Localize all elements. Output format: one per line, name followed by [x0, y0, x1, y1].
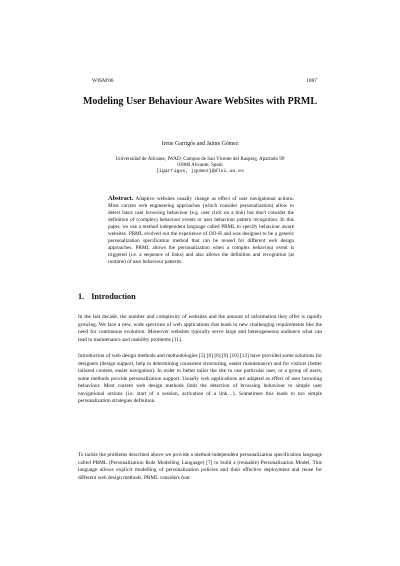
section-heading: [78, 292, 136, 301]
author-email: {igarrigos, jgomez}@dlsi.ua.es: [155, 168, 245, 174]
paragraph-text: Introduction of web design methods and methodologies [5] [6] [8] [9] [10] [12] have provided some solutions for designers (design support, help in determining consistent structuring, easier maintenance) and for visitors (better tailored content, easier navigation). In order to better tailor the site to one particular user, or a group of users, some methods provide personalization support. Usually web applications are adapted as effect of user browsing behaviour. Most current web design methods limit the detection of browsing behaviour to simple user navigational actions (i.e. start of a session, activation of a link…). Sometimes this leads to too simple personalization strategies definition.: [78, 353, 322, 405]
abstract: [108, 195, 294, 266]
paper-authors: Irene Garrigós and Jaime Gómez: [161, 141, 239, 147]
paper-title: Modeling User Behaviour Aware WebSites with PRML: [82, 96, 318, 107]
abstract-label: Abstract.: [108, 195, 134, 202]
body-paragraph-1: [78, 314, 322, 344]
section-number: 1.: [78, 292, 85, 301]
running-header-venue: WISM'06: [92, 78, 114, 84]
body-paragraph-3: [78, 452, 322, 482]
body-paragraph-2: [78, 353, 322, 406]
affiliation-line-2: 03080 Alicante, Spain: [177, 162, 223, 169]
paragraph-text: In the last decade, the number and complexity of websites and the amount of information they offer is rapidly growing. We face a new, wide spectrum of web applications that leads to new challenging requirements like the need for continuous evolution. Moreover websites typically serve large and heterogeneous audience what can lead to maintenance and usability problems [11].: [78, 314, 322, 343]
author-affiliation: [80, 156, 320, 175]
affiliation-line-1: Universidad de Alicante, IWAD, Campus de San Vicente del Raspeig, Apartado 99: [115, 156, 285, 162]
paragraph-text: To tackle the problems described above we provide a method-independent personalization specification language called PRML (Personalization Rule Modelling Language) [7] to build a (reusable) Personalization Model. This language allows explicit modelling of personalization policies and their effective deployment and reuse for different web design methods. PRML considers four: [78, 452, 322, 481]
abstract-text: Adaptive websites usually change as effect of user navigational actions. Most current web engineering approaches (which consider personalization) allow to detect basic user browsing behaviour (e.g. user click on a link) but don't consider the definition of (complex) behaviour events or user behaviour pattern recognition. In this paper, we use a method independent language called PRML to specify behaviour aware websites. PRML evolved out the experience of OO-H and was designed to be a generic personalization specification method that can be reused for different web design approaches. PRML allows the personalization when a complex behaviour event is triggered (i.e. a sequence of links) and also allows the definition and recognition (at runtime) of user behaviour patterns.: [108, 196, 294, 266]
section-title: Introduction: [91, 292, 136, 301]
running-header-page-number: 1087: [306, 78, 317, 84]
